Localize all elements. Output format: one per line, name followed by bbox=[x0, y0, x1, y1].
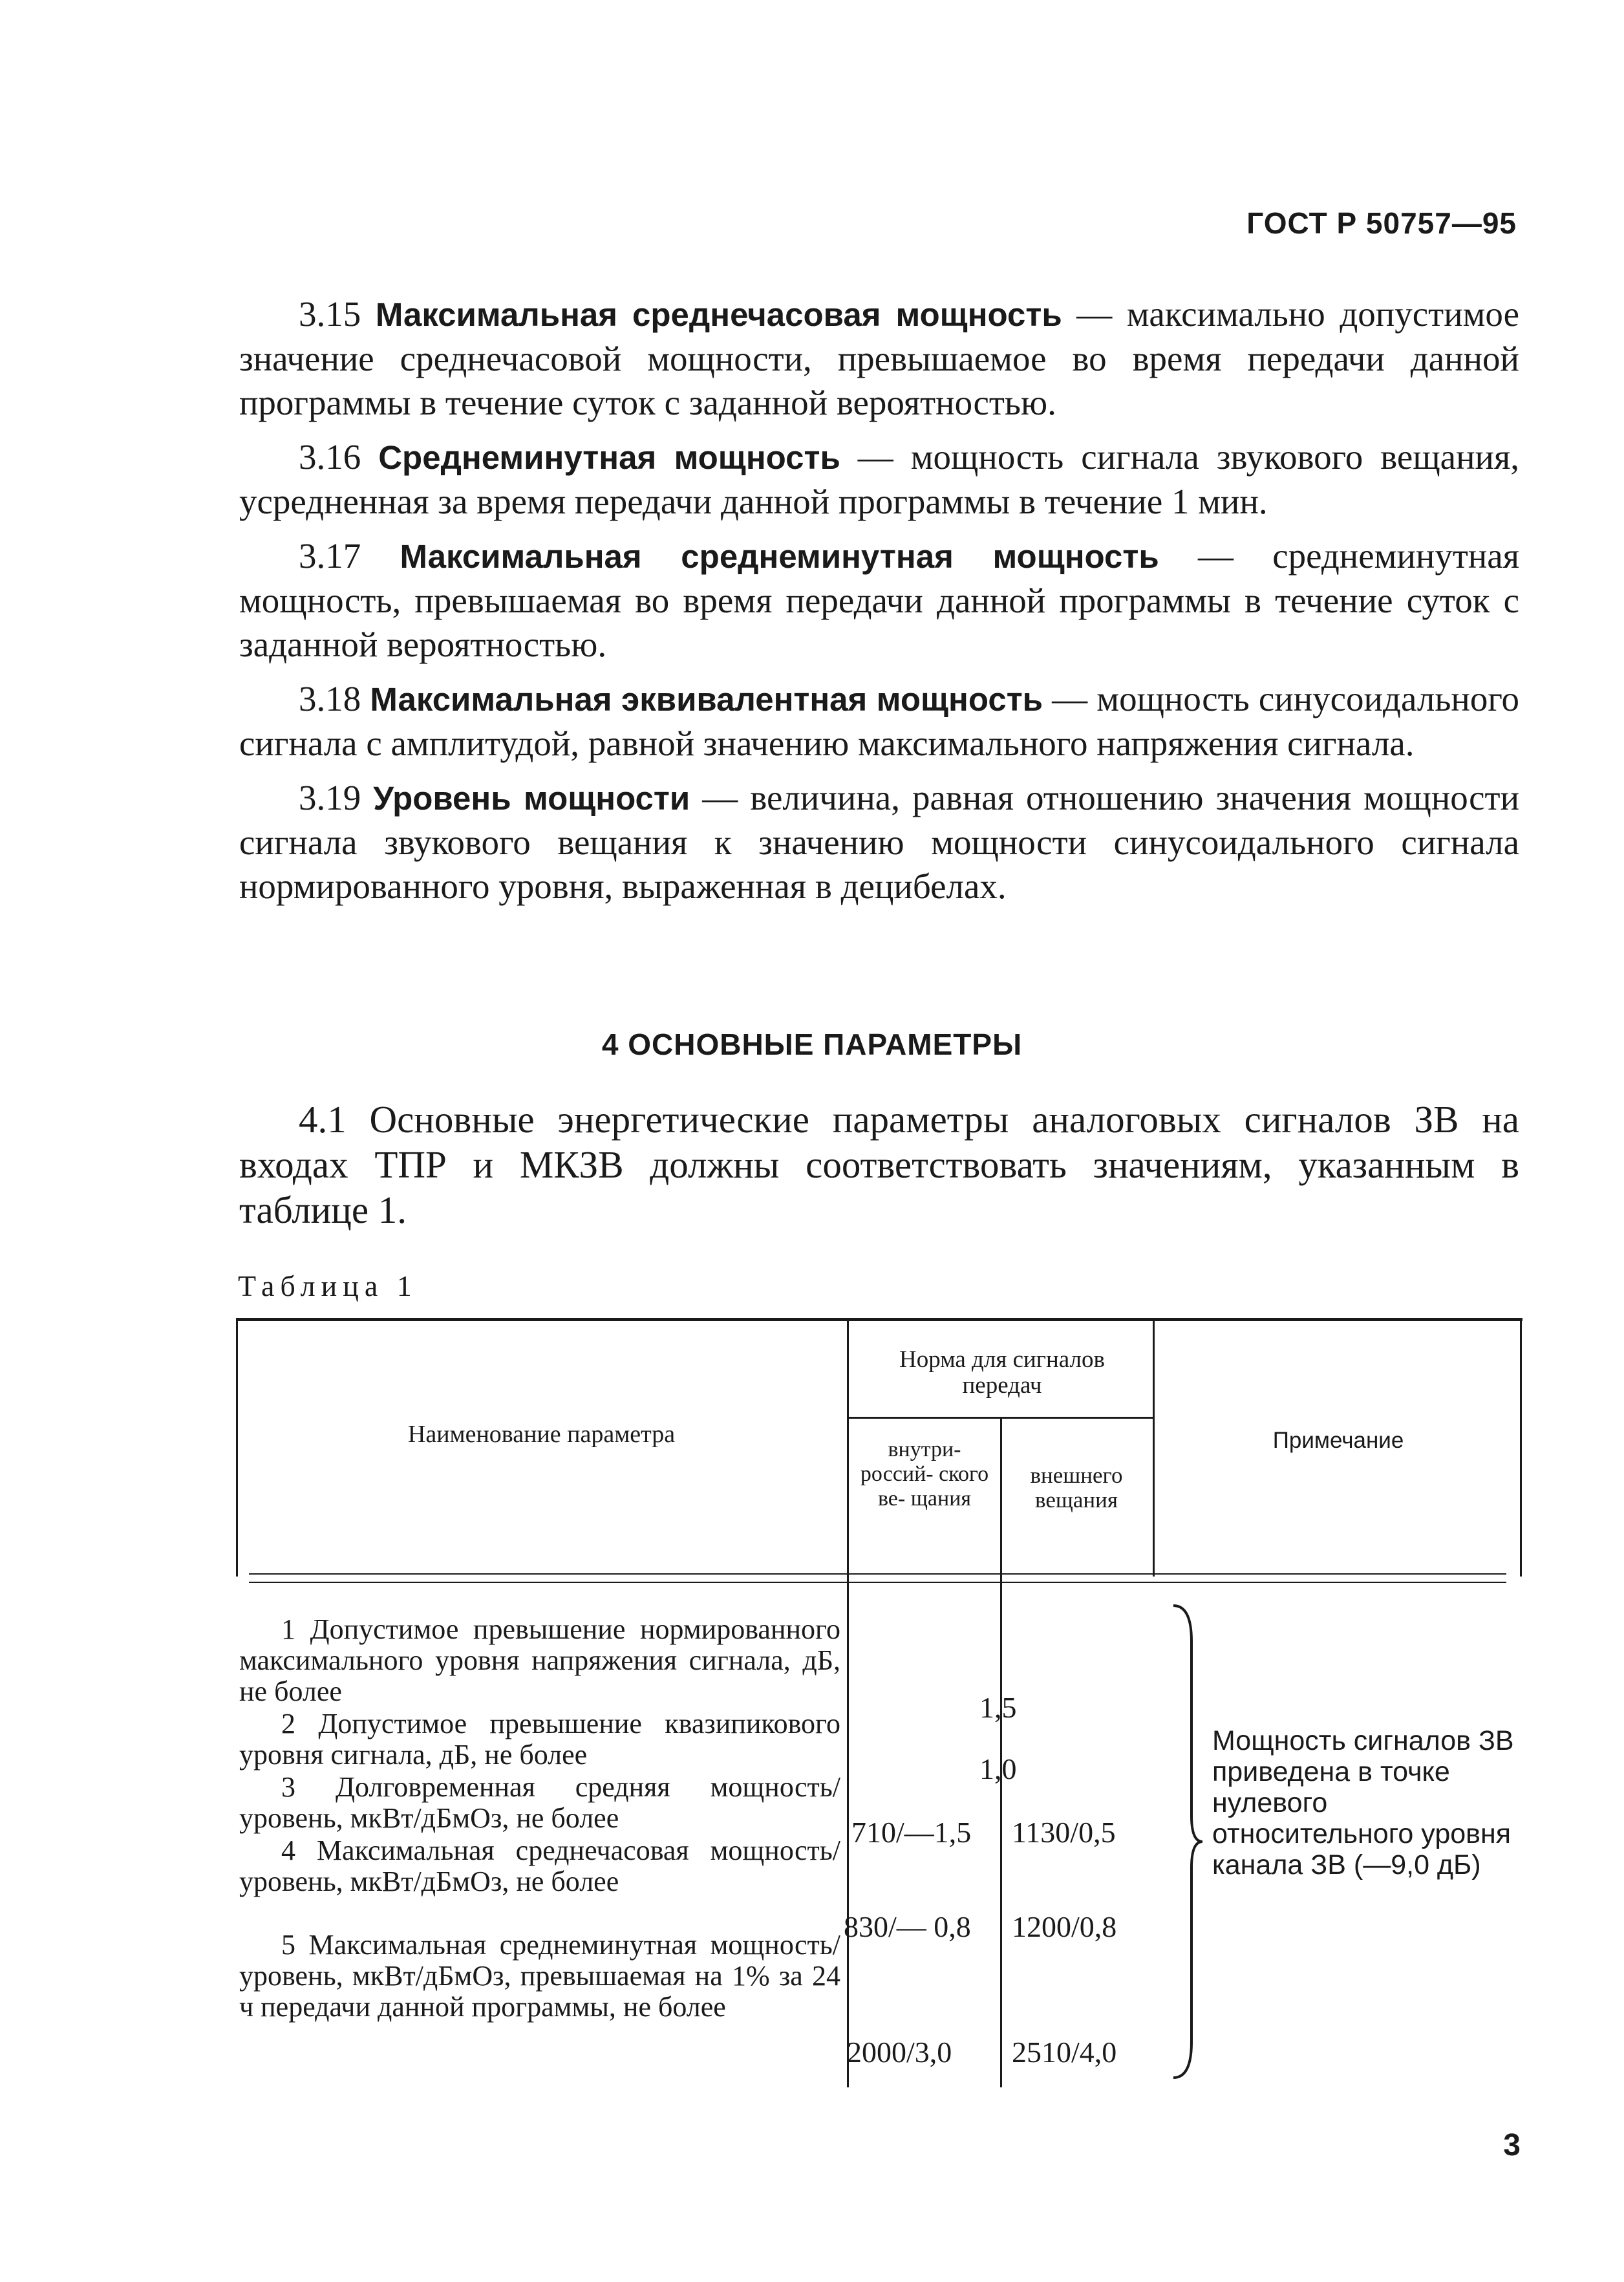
definitions-block bbox=[239, 292, 1519, 919]
table-row-4-domestic: 830/— 0,8 bbox=[844, 1910, 971, 1943]
paragraph-4-1: 4.1 Основные энергетические параметры аналоговых сигналов ЗВ на входах ТПР и МКЗВ должны соответствовать значениям, указанным в таблице 1. bbox=[239, 1098, 1519, 1231]
table-row-4-name: 4 Максимальная среднечасовая мощность/уровень, мкВт/дБмОз, не более bbox=[239, 1835, 840, 1897]
table-row-5-name: 5 Максимальная среднеминутная мощность/уровень, мкВт/дБмОз, превышаемая на 1% за 24 ч передачи данной программы, не более bbox=[239, 1929, 840, 2023]
table-row-4-external: 1200/0,8 bbox=[1012, 1910, 1117, 1943]
table-subheader-rule bbox=[847, 1417, 1153, 1419]
table-row-5-external: 2510/4,0 bbox=[1012, 2036, 1117, 2069]
definition-3-16: 3.16 Среднеминутная мощность — мощность сигнала звукового вещания, усредненная за время передачи данной программы в течение 1 мин. bbox=[239, 437, 1519, 521]
term: Среднеминутная мощность bbox=[378, 439, 840, 476]
definition-3-17: 3.17 Максимальная среднеминутная мощность — среднеминутная мощность, превышаемая во время передачи данной программы в течение суток с заданной вероятностью. bbox=[239, 536, 1519, 664]
term: Уровень мощности bbox=[373, 780, 690, 817]
section-heading: 4 ОСНОВНЫЕ ПАРАМЕТРЫ bbox=[601, 1028, 1023, 1061]
table-row-3-domestic: 710/—1,5 bbox=[851, 1816, 972, 1849]
table-row-5-domestic: 2000/3,0 bbox=[847, 2036, 952, 2069]
brace-icon bbox=[1167, 1602, 1206, 2081]
table-left-rule bbox=[236, 1318, 238, 1577]
definition-3-19: 3.19 Уровень мощности — величина, равная отношению значения мощности сигнала звукового вещания к значению мощности синусоидального сигнала нормированного уровня, выраженная в децибелах. bbox=[239, 778, 1519, 906]
term: Максимальная эквивалентная мощность bbox=[370, 681, 1043, 718]
parameters-table bbox=[236, 1318, 1522, 2087]
header-param-name: Наименование параметра bbox=[407, 1421, 676, 1448]
table-row-3-name: 3 Долговременная средняя мощность/уровень, мкВт/дБмОз, не более bbox=[239, 1771, 840, 1834]
definition-3-18: 3.18 Максимальная эквивалентная мощность — мощность синусоидального сигнала с амплитудой, равной значению максимального напряжения сигнала. bbox=[239, 679, 1520, 763]
header-domestic: внутри- россий- ского ве- щания bbox=[860, 1437, 989, 1511]
page-number: 3 bbox=[1503, 2128, 1521, 2162]
header-external: внешнего вещания bbox=[1030, 1463, 1123, 1512]
header-norm: Норма для сигналов передач bbox=[899, 1346, 1105, 1399]
table-col-rule bbox=[847, 1318, 849, 2087]
table-header-rule bbox=[249, 1573, 1506, 1575]
term: Максимальная среднеминутная мощность bbox=[400, 538, 1159, 575]
definition-3-15: 3.15 Максимальная среднечасовая мощность — максимально допустимое значение среднечасовой мощности, превышаемое во время передачи данной программы в течение суток с заданной вероятностью. bbox=[239, 294, 1520, 422]
term: Максимальная среднечасовая мощность bbox=[375, 296, 1062, 333]
table-header-rule bbox=[249, 1582, 1506, 1583]
table-top-rule bbox=[236, 1318, 1522, 1321]
table-row-1-name: 1 Допустимое превышение нормированного максимального уровня напряжения сигнала, дБ, не более bbox=[239, 1613, 840, 1707]
table-row-1-value: 1,5 bbox=[979, 1691, 1017, 1724]
header-note: Примечание bbox=[1272, 1428, 1404, 1453]
table-row-2-name: 2 Допустимое превышение квазипикового уровня сигнала, дБ, не более bbox=[239, 1708, 840, 1771]
table-row-3-external: 1130/0,5 bbox=[1012, 1816, 1116, 1849]
table-note: Мощность сигналов ЗВ приведена в точке нулевого относительного уровня канала ЗВ (—9,0 дБ) bbox=[1212, 1725, 1514, 1880]
table-row-2-value: 1,0 bbox=[979, 1752, 1017, 1785]
table-caption: Таблица 1 bbox=[238, 1269, 418, 1302]
document-code: ГОСТ Р 50757—95 bbox=[1246, 206, 1517, 240]
